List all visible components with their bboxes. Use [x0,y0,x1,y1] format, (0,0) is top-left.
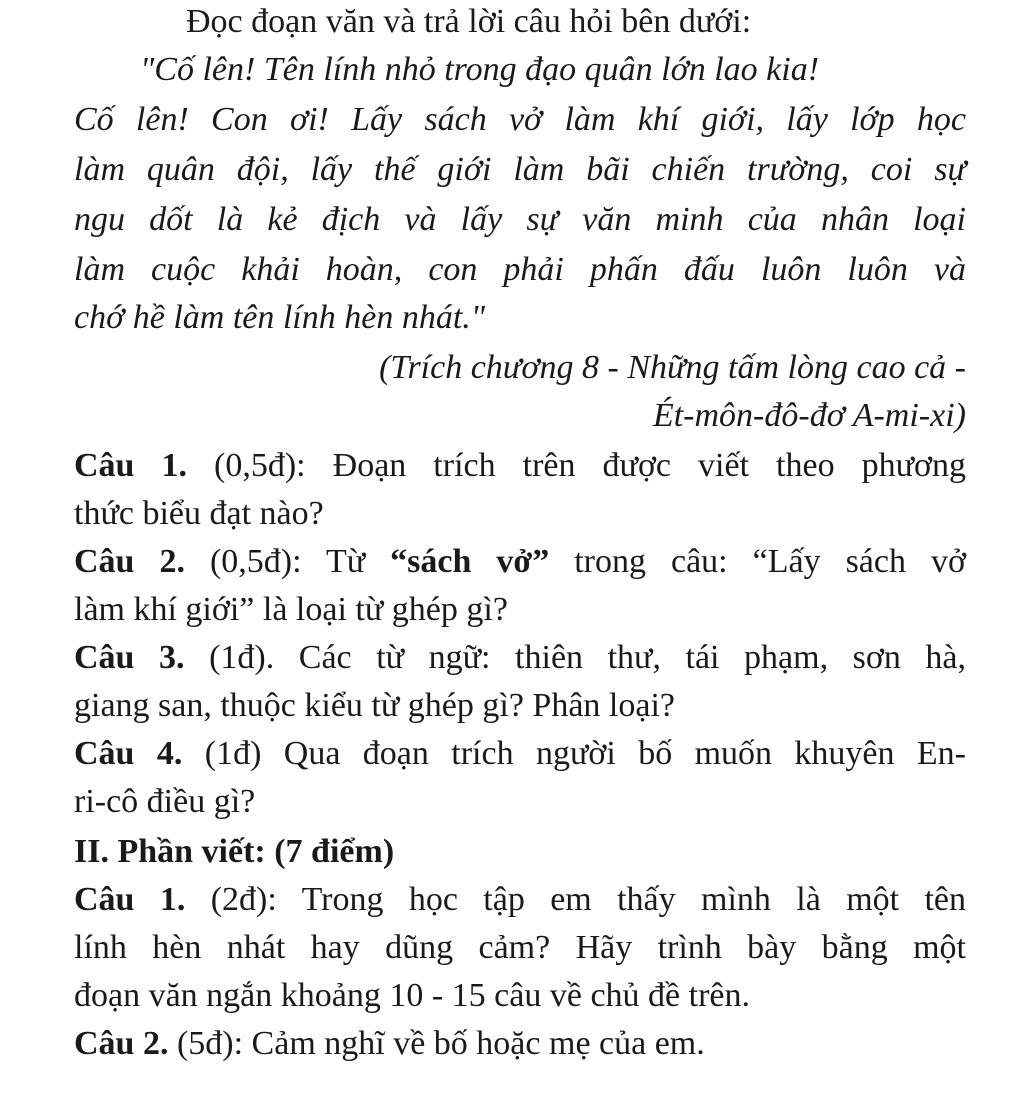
question-4-label: Câu 4. [74,735,183,772]
writing-question-1-text: (2đ): Trong học tập em thấy mình là một tên [185,881,966,918]
question-2-line-1 [74,542,966,582]
question-2-line-2: làm khí giới” là loại từ ghép gì? [74,591,508,628]
question-1-label: Câu 1. [74,447,187,484]
question-3-line-2: giang san, thuộc kiểu từ ghép gì? Phân loại? [74,687,676,724]
passage-line-5: làm cuộc khải hoàn, con phải phấn đấu luôn luôn và [74,251,966,288]
writing-question-1-line-3: đoạn văn ngắn khoảng 10 - 15 câu về chủ đề trên. [74,977,750,1014]
question-1-text: (0,5đ): Đoạn trích trên được viết theo phương [187,447,967,484]
question-4-line-1 [74,734,966,774]
writing-question-2-label: Câu 2. [74,1025,169,1062]
passage-line-4: ngu dốt là kẻ địch và lấy sự văn minh của nhân loại [74,201,966,238]
source-line-2: Ét-môn-đô-đơ A-mi-xi) [652,397,966,434]
writing-question-2-text: (5đ): Cảm nghĩ về bố hoặc mẹ của em. [168,1025,705,1062]
writing-section-heading: II. Phần viết: (7 điểm) [74,833,395,870]
instruction-text: Đọc đoạn văn và trả lời câu hỏi bên dưới: [186,3,752,40]
question-2-text-b: trong câu: “Lấy sách vở [549,543,966,580]
question-3-line-1 [74,638,966,678]
question-2-label: Câu 2. [74,543,185,580]
passage-line-2: Cố lên! Con ơi! Lấy sách vở làm khí giới, lấy lớp học [74,101,966,138]
passage-line-1: "Cố lên! Tên lính nhỏ trong đạo quân lớn lao kia! [140,51,820,88]
writing-question-1-line-2: lính hèn nhát hay dũng cảm? Hãy trình bày bằng một [74,929,966,966]
writing-question-1-label: Câu 1. [74,881,186,918]
question-3-text: (1đ). Các từ ngữ: thiên thư, tái phạm, sơn hà, [184,639,967,676]
question-1-line-1 [74,446,966,486]
writing-question-1-line-1 [74,880,966,920]
source-line-1: (Trích chương 8 - Những tấm lòng cao cả - [379,349,966,386]
question-4-line-2: ri-cô điều gì? [74,783,256,820]
question-4-text: (1đ) Qua đoạn trích người bố muốn khuyên En- [182,735,966,772]
passage-line-6: chớ hề làm tên lính hèn nhát." [74,299,486,336]
question-1-line-2: thức biểu đạt nào? [74,495,324,532]
question-2-text-a: (0,5đ): Từ [184,543,391,580]
question-2-keyword: “sách vở” [390,543,550,580]
passage-line-3: làm quân đội, lấy thế giới làm bãi chiến trường, coi sự [74,151,966,188]
writing-question-2-line-1 [74,1024,705,1064]
question-3-label: Câu 3. [74,639,185,676]
